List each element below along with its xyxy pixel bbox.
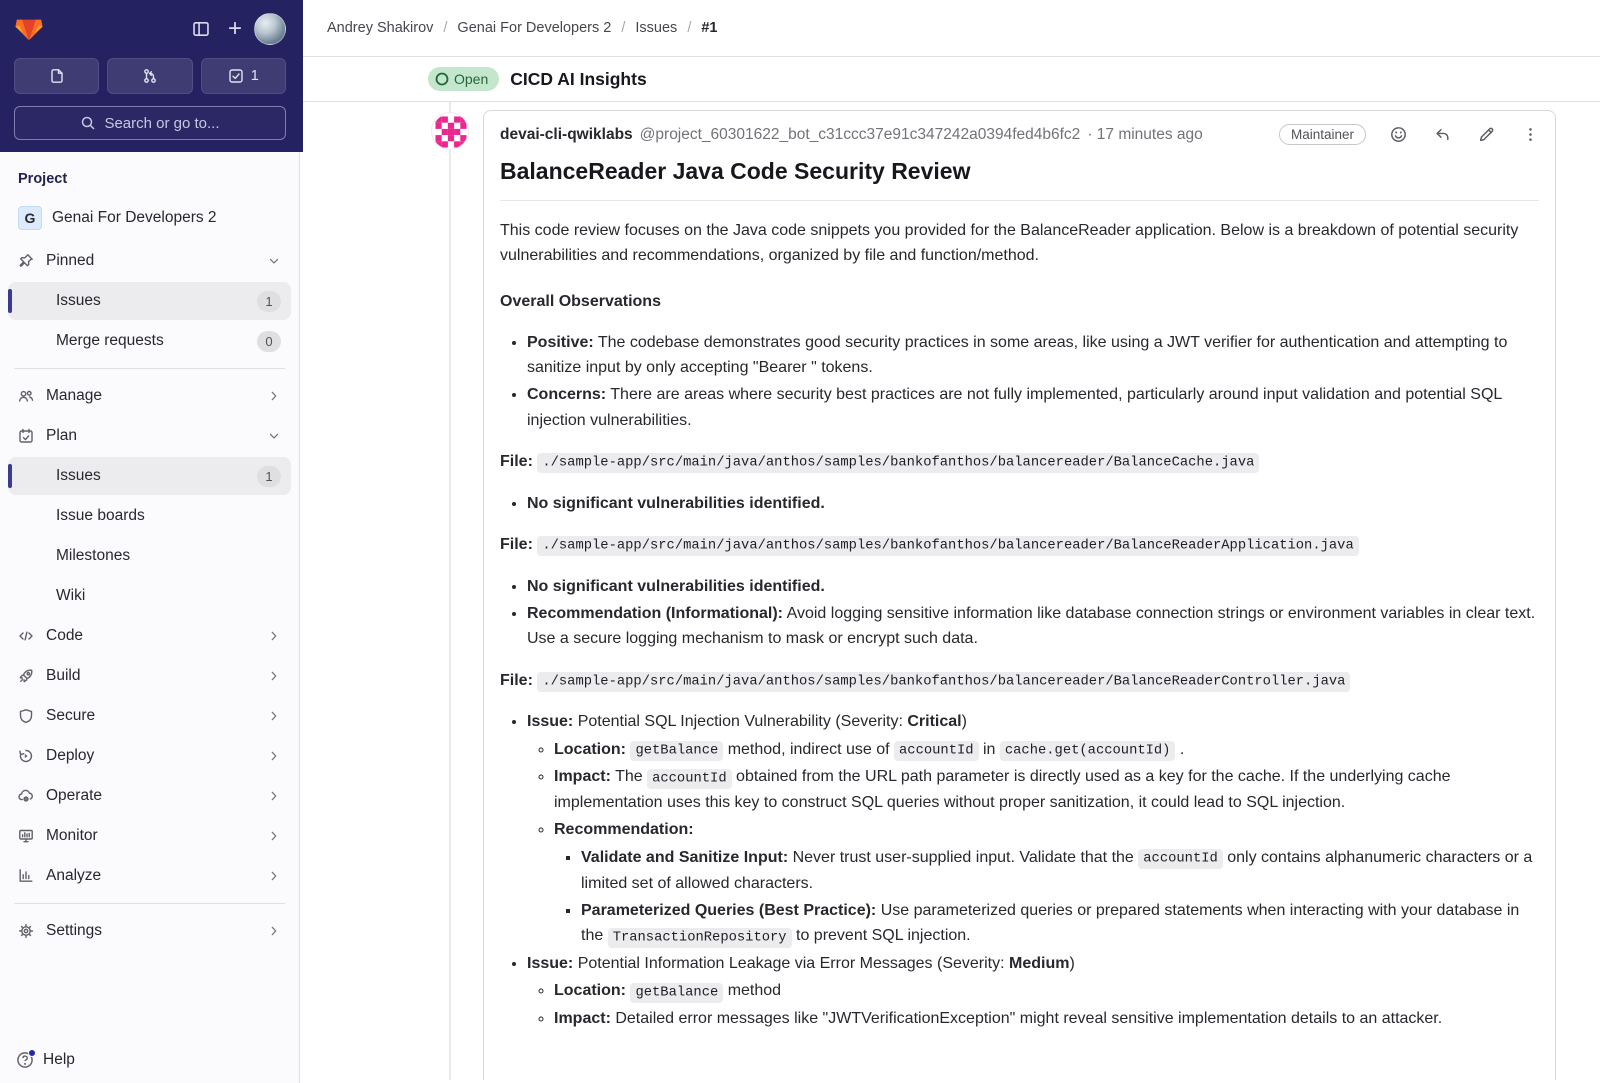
merge-icon bbox=[142, 68, 158, 84]
chevron-down-icon bbox=[267, 254, 281, 268]
sidebar-item-operate[interactable] bbox=[8, 777, 291, 815]
sidebar-divider bbox=[14, 368, 285, 369]
edit-comment-button[interactable] bbox=[1478, 126, 1495, 143]
sidebar-item-label: Analyze bbox=[46, 867, 102, 884]
identicon-pattern bbox=[432, 113, 469, 150]
chevron-right-icon bbox=[267, 749, 281, 763]
sidebar-item-label: Merge requests bbox=[56, 332, 164, 349]
comment-body bbox=[500, 201, 1539, 1031]
issue-content bbox=[303, 102, 1600, 1080]
list-item: ◦ Impact: The accountId obtained from the URL path parameter is directly used as a key for the cache. If the underlying cache implementation uses this key to construct SQL queries without proper sanitization, it could lead to SQL injection. bbox=[554, 764, 1539, 815]
chevron-down-icon bbox=[267, 429, 281, 443]
sidebar-item-label: Build bbox=[46, 667, 81, 684]
file-sections bbox=[500, 449, 1539, 1031]
search-placeholder: Search or go to... bbox=[104, 114, 220, 132]
sidebar-item-monitor[interactable] bbox=[8, 817, 291, 855]
sidebar-item-genai-for-developers-2[interactable] bbox=[8, 196, 291, 240]
sidebar-item-issues[interactable] bbox=[8, 457, 291, 495]
chevron-right-icon bbox=[267, 709, 281, 723]
list-item: • Positive: The codebase demonstrates good security practices in some areas, like using a JWT verifier for authentication and attempting to sanitize input by only accepting "Bearer " tokens. bbox=[527, 330, 1539, 381]
sidebar-divider bbox=[14, 903, 285, 904]
inline-code: TransactionRepository bbox=[608, 928, 792, 948]
sidebar-item-label: Genai For Developers 2 bbox=[52, 209, 217, 226]
comment-title: BalanceReader Java Code Security Review bbox=[500, 158, 1539, 201]
analyze-icon bbox=[18, 868, 34, 884]
status-badge bbox=[428, 67, 499, 91]
sidebar-section-label: Project bbox=[18, 171, 68, 187]
sidebar-item-label: Plan bbox=[46, 427, 78, 444]
help-label: Help bbox=[43, 1051, 75, 1068]
file-path-code: ./sample-app/src/main/java/anthos/samples/bankofanthos/balancereader/BalanceReaderController.java bbox=[537, 672, 1350, 692]
list-item: ◦ Location: getBalance method bbox=[554, 978, 1539, 1004]
shield-icon bbox=[18, 708, 34, 724]
list-item: ▪ Validate and Sanitize Input: Never trust user-supplied input. Validate that the accountId only contains alphanumeric characters or a limited set of allowed characters. bbox=[581, 845, 1539, 896]
user-avatar[interactable] bbox=[254, 13, 286, 45]
sidebar-item-label: Milestones bbox=[56, 547, 131, 564]
sidebar-item-wiki[interactable] bbox=[8, 577, 291, 615]
issue-open-icon bbox=[435, 72, 449, 86]
overall-observations-list bbox=[500, 330, 1539, 433]
inline-code: getBalance bbox=[630, 741, 723, 761]
breadcrumb-separator: / bbox=[687, 20, 692, 36]
todos-shortcut-button[interactable] bbox=[201, 58, 286, 94]
sidebar-item-label: Issues bbox=[56, 292, 101, 309]
chevron-right-icon bbox=[267, 629, 281, 643]
operate-icon bbox=[18, 788, 34, 804]
inline-code: accountId bbox=[647, 769, 732, 789]
sidebar-toggle-icon[interactable] bbox=[186, 14, 216, 44]
comment-actions bbox=[1390, 126, 1539, 143]
deploy-icon bbox=[18, 748, 34, 764]
breadcrumb-separator: / bbox=[621, 20, 626, 36]
sidebar-item-label: Code bbox=[46, 627, 84, 644]
list-item: ▪ Parameterized Queries (Best Practice): Use parameterized queries or prepared statements when interacting with your database in the TransactionRepository to prevent SQL injection. bbox=[581, 898, 1539, 949]
count-badge: 1 bbox=[257, 466, 281, 487]
overall-observations-heading: Overall Observations bbox=[500, 292, 661, 310]
chevron-right-icon bbox=[267, 924, 281, 938]
more-actions-button[interactable] bbox=[1522, 126, 1539, 143]
timeline-line bbox=[449, 102, 451, 1080]
sidebar-item-pinned[interactable] bbox=[8, 242, 291, 280]
pin-icon bbox=[18, 253, 34, 269]
code-icon bbox=[18, 628, 34, 644]
breadcrumb-link[interactable]: Andrey Shakirov bbox=[327, 20, 434, 36]
list-item: • No significant vulnerabilities identified. bbox=[527, 491, 1539, 516]
sidebar-item-label: Deploy bbox=[46, 747, 95, 764]
sidebar-item-label: Operate bbox=[46, 787, 103, 804]
project-avatar: G bbox=[18, 206, 42, 230]
sidebar-item-code[interactable] bbox=[8, 617, 291, 655]
sidebar-item-secure[interactable] bbox=[8, 697, 291, 735]
issues-shortcut-button[interactable] bbox=[14, 58, 99, 94]
file-path-code: ./sample-app/src/main/java/anthos/samples/bankofanthos/balancereader/BalanceCache.java bbox=[537, 453, 1259, 473]
breadcrumb-link[interactable]: Genai For Developers 2 bbox=[457, 20, 612, 36]
todo-count: 1 bbox=[250, 68, 259, 84]
help-button[interactable] bbox=[0, 1037, 299, 1083]
shortcut-buttons bbox=[14, 58, 286, 94]
file-path-line: File: ./sample-app/src/main/java/anthos/samples/bankofanthos/balancereader/BalanceReaderApplication.java bbox=[500, 532, 1539, 558]
plus-icon[interactable]: + bbox=[227, 15, 242, 42]
sidebar-nav bbox=[0, 196, 299, 950]
chevron-right-icon bbox=[267, 869, 281, 883]
sidebar-item-plan[interactable] bbox=[8, 417, 291, 455]
sidebar-item-label: Monitor bbox=[46, 827, 98, 844]
list-item: • Recommendation (Informational): Avoid logging sensitive information like database connection strings or environment variables in clear text. Use a secure logging mechanism to mask or encrypt such data. bbox=[527, 601, 1539, 652]
comment-header bbox=[500, 124, 1539, 145]
sidebar-item-manage[interactable] bbox=[8, 377, 291, 415]
help-icon bbox=[16, 1051, 34, 1069]
sidebar-item-label: Settings bbox=[46, 922, 103, 939]
chevron-right-icon bbox=[267, 669, 281, 683]
count-badge: 0 bbox=[257, 331, 281, 352]
list-item: ◦ Location: getBalance method, indirect use of accountId in cache.get(accountId) . bbox=[554, 737, 1539, 763]
search-icon bbox=[80, 115, 96, 131]
sidebar-item-build[interactable] bbox=[8, 657, 291, 695]
sidebar-item-settings[interactable] bbox=[8, 912, 291, 950]
sidebar-header bbox=[0, 0, 300, 152]
monitor-icon bbox=[18, 828, 34, 844]
help-notification-dot bbox=[28, 1049, 36, 1057]
merge-requests-shortcut-button[interactable] bbox=[107, 58, 192, 94]
doc-icon bbox=[49, 68, 65, 84]
sidebar-item-label: Pinned bbox=[46, 252, 95, 269]
sidebar-item-merge-requests[interactable] bbox=[8, 322, 291, 360]
chevron-right-icon bbox=[267, 829, 281, 843]
file-path-line: File: ./sample-app/src/main/java/anthos/samples/bankofanthos/balancereader/BalanceReaderController.java bbox=[500, 668, 1539, 694]
sidebar-item-analyze[interactable] bbox=[8, 857, 291, 895]
issue-title: CICD AI Insights bbox=[510, 68, 647, 89]
sidebar-item-label: Manage bbox=[46, 387, 103, 404]
sidebar-item-label: Secure bbox=[46, 707, 96, 724]
list-item: • Issue: Potential SQL Injection Vulnerability (Severity: Critical) ◦ Location: getBalance method, indirect use of accountId in cache.get(accountId) . ◦ Impact: The accountId obtained from the URL path parameter is directly used as a key for the cache. If the underlying cache implementation uses this key to construct SQL queries without proper sanitization, it could lead to SQL injection. ◦ Recommendation: ▪ Validate and Sanitize Input: Never trust user-supplied input. Validate that the accountId only contains alphanumeric characters or a limited set of allowed characters. ▪ Parameterized Queries (Best Practice): Use parameterized queries or prepared statements when interacting with your database in the TransactionRepository to prevent SQL injection. bbox=[527, 709, 1539, 949]
super-sidebar bbox=[0, 0, 300, 1083]
chevron-right-icon bbox=[267, 389, 281, 403]
intro-paragraph: This code review focuses on the Java code snippets you provided for the BalanceReader application. Below is a breakdown of potential security vulnerabilities and recommendations, organized by file and function/method. bbox=[500, 222, 1519, 265]
comment-card bbox=[483, 110, 1556, 1080]
sidebar-item-issue-boards[interactable] bbox=[8, 497, 291, 535]
status-label: Open bbox=[454, 71, 489, 87]
gitlab-logo[interactable] bbox=[14, 14, 44, 44]
sidebar-item-label: Wiki bbox=[56, 587, 86, 604]
rocket-icon bbox=[18, 668, 34, 684]
inline-code: cache.get(accountId) bbox=[1000, 741, 1176, 761]
list-item: • Concerns: There are areas where security best practices are not fully implemented, particularly around input validation and potential SQL injection vulnerabilities. bbox=[527, 382, 1539, 433]
comment-author-handle[interactable]: @project_60301622_bot_c31ccc37e91c347242a0394fed4b6fc2 bbox=[639, 125, 1081, 143]
list-item: • Issue: Potential Information Leakage via Error Messages (Severity: Medium) ◦ Location: getBalance method ◦ Impact: Detailed error messages like "JWTVerificationException" might reveal sensitive implementation details to an attacker. bbox=[527, 951, 1539, 1031]
breadcrumb-current: #1 bbox=[701, 20, 718, 36]
search-input[interactable] bbox=[14, 106, 286, 140]
count-badge: 1 bbox=[257, 291, 281, 312]
sidebar-item-label: Issues bbox=[56, 467, 101, 484]
bot-identicon-avatar[interactable] bbox=[431, 112, 469, 150]
breadcrumb bbox=[303, 0, 1600, 57]
sidebar-item-milestones[interactable] bbox=[8, 537, 291, 575]
file-path-line: File: ./sample-app/src/main/java/anthos/samples/bankofanthos/balancereader/BalanceCache.java bbox=[500, 449, 1539, 475]
file-path-code: ./sample-app/src/main/java/anthos/samples/bankofanthos/balancereader/BalanceReaderApplication.java bbox=[537, 536, 1358, 556]
main-content bbox=[303, 0, 1600, 1080]
breadcrumb-link[interactable]: Issues bbox=[635, 20, 678, 36]
comment-author[interactable]: devai-cli-qwiklabs bbox=[500, 125, 633, 143]
inline-code: getBalance bbox=[630, 983, 723, 1003]
reply-button[interactable] bbox=[1434, 126, 1451, 143]
sidebar-item-issues[interactable] bbox=[8, 282, 291, 320]
role-badge: Maintainer bbox=[1279, 124, 1366, 145]
sidebar-item-deploy[interactable] bbox=[8, 737, 291, 775]
list-item: ◦ Recommendation: ▪ Validate and Sanitize Input: Never trust user-supplied input. Validate that the accountId only contains alphanumeric characters or a limited set of allowed characters. ▪ Parameterized Queries (Best Practice): Use parameterized queries or prepared statements when interacting with your database in the TransactionRepository to prevent SQL injection. bbox=[554, 817, 1539, 948]
list-item: ◦ Impact: Detailed error messages like "JWTVerificationException" might reveal sensitive implementation details to an attacker. bbox=[554, 1006, 1539, 1031]
gear-icon bbox=[18, 923, 34, 939]
people-icon bbox=[18, 388, 34, 404]
add-reaction-button[interactable] bbox=[1390, 126, 1407, 143]
comment-timestamp[interactable]: · 17 minutes ago bbox=[1087, 125, 1203, 143]
todo-icon bbox=[228, 68, 244, 84]
chevron-right-icon bbox=[267, 789, 281, 803]
calendar-icon bbox=[18, 428, 34, 444]
issue-sticky-header bbox=[303, 57, 1600, 102]
sidebar-item-label: Issue boards bbox=[56, 507, 145, 524]
breadcrumb-separator: / bbox=[443, 20, 448, 36]
inline-code: accountId bbox=[1138, 849, 1223, 869]
list-item: • No significant vulnerabilities identified. bbox=[527, 574, 1539, 599]
inline-code: accountId bbox=[894, 741, 979, 761]
